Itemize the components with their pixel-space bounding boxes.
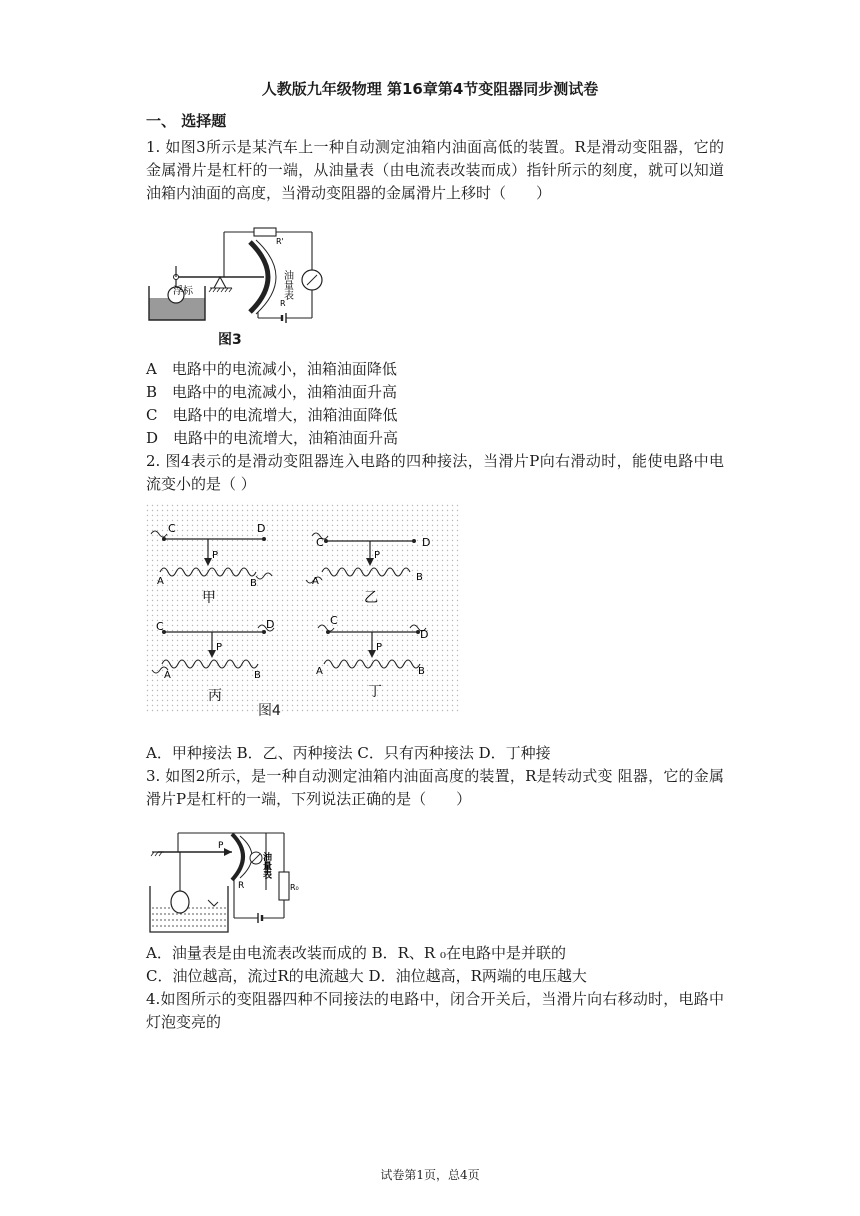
panel-bing-c-label: C <box>156 620 164 633</box>
section-heading: 一、 选择题 <box>146 112 227 130</box>
panel-jia-a-label: A <box>157 576 164 587</box>
figure-3-rprime-label: R' <box>276 237 284 246</box>
panel-jia-name: 甲 <box>202 590 216 606</box>
page-title: 人教版九年级物理 第16章第4节变阻器同步测试卷 <box>261 80 599 98</box>
figure-3-float-label: 浮标 <box>173 286 193 297</box>
question-1-option-a: A 电路中的电流减小，油箱油面降低 <box>146 360 397 378</box>
question-3-stem: 3. 如图2所示，是一种自动测定油箱内油面高度的装置，R是转动式变 阻器，它的金属滑片P是杠杆的一端，下列说法正确的是（ ） <box>146 767 724 808</box>
question-2-stem: 2. 图4表示的是滑动变阻器连入电路的四种接法，当滑片P向右滑动时，能使电路中电流变小的是（ ） <box>146 452 724 493</box>
panel-yi-b-label: B <box>416 572 423 583</box>
question-1-option-d: D 电路中的电流增大，油箱油面升高 <box>146 429 399 447</box>
panel-jia-b-label: B <box>250 578 257 589</box>
panel-yi-p-label: P <box>374 550 381 561</box>
figure-2-r-label: R <box>238 881 245 891</box>
figure-2-r0-label: R₀ <box>290 883 299 892</box>
question-1-option-c: C 电路中的电流增大，油箱油面降低 <box>146 406 398 424</box>
question-1-option-b: B 电路中的电流减小，油箱油面升高 <box>146 383 398 401</box>
question-3-options-line-1: A．油量表是由电流表改装而成的 B．R、R ₀在电路中是并联的 <box>146 944 566 962</box>
panel-bing-a-label: A <box>164 670 171 681</box>
question-1-stem: 1. 如图3所示是某汽车上一种自动测定油箱内油面高低的装置。R是滑动变阻器，它的金属滑片是杠杆的一端，从油量表（由电流表改装而成）指针所示的刻度，就可以知道油箱内油面的高度，当滑动变阻器的金属滑片上移时（ ） <box>146 138 724 202</box>
figure-4 <box>146 504 460 714</box>
panel-bing-d-label: D <box>266 618 275 631</box>
panel-jia-d-label: D <box>257 522 266 535</box>
question-4-stem: 4.如图所示的变阻器四种不同接法的电路中，闭合开关后，当滑片向右移动时，电路中灯泡变亮的 <box>146 990 724 1031</box>
figure-2-p-label: P <box>218 841 224 851</box>
panel-bing-name: 丙 <box>208 688 222 704</box>
question-2-options: A．甲种接法 B．乙、丙种接法 C．只有丙种接法 D．丁种接 <box>146 744 551 762</box>
panel-yi-d-label: D <box>422 536 431 549</box>
question-3-options-line-2: C．油位越高，流过R的电流越大 D．油位越高，R两端的电压越大 <box>146 967 587 985</box>
page-footer: 试卷第1页，总4页 <box>380 1168 480 1182</box>
panel-ding-c-label: C <box>330 614 338 627</box>
panel-bing-p-label: P <box>216 642 223 653</box>
panel-bing-b-label: B <box>254 670 261 681</box>
panel-ding-b-label: B <box>418 666 425 677</box>
figure-3 <box>146 222 346 326</box>
figure-3-r-label: R <box>280 299 286 308</box>
panel-jia-c-label: C <box>168 522 176 535</box>
panel-ding-a-label: A <box>316 666 323 677</box>
figure-2-meter-label: 油量表 <box>261 852 271 879</box>
panel-ding-p-label: P <box>376 642 383 653</box>
panel-yi-c-label: C <box>316 536 324 549</box>
panel-ding-name: 丁 <box>368 684 382 700</box>
figure-4-caption: 图4 <box>258 703 281 719</box>
figure-3-caption: 图3 <box>218 332 242 348</box>
figure-3-meter-label: 油量表 <box>281 270 293 300</box>
panel-yi-name: 乙 <box>364 590 378 606</box>
panel-ding-d-label: D <box>420 628 429 641</box>
figure-2 <box>146 830 304 938</box>
panel-jia-p-label: P <box>212 550 219 561</box>
panel-yi-a-label: A <box>312 576 319 587</box>
